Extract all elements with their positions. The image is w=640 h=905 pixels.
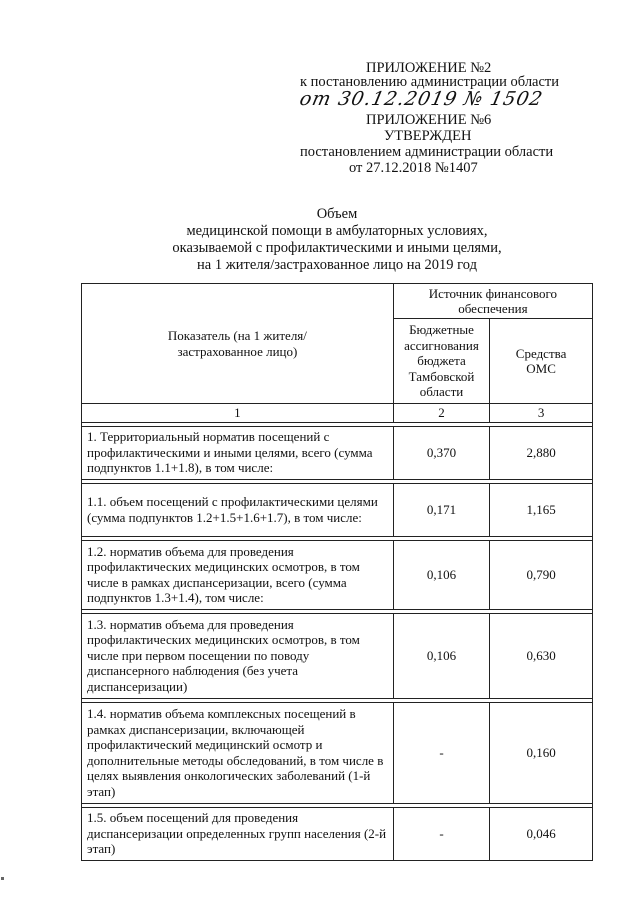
row-oms-value: 0,160	[490, 702, 593, 803]
by-resolution-line: постановлением администрации области	[300, 144, 554, 160]
title-line-4: на 1 жителя/застрахованное лицо на 2019 год	[197, 257, 477, 273]
column-number-2: 2	[393, 404, 489, 423]
header-oms: Средства ОМС	[490, 319, 593, 404]
row-oms-value: 0,630	[490, 613, 593, 698]
table-row	[82, 702, 593, 803]
scan-artifact-dot	[1, 877, 4, 880]
table-row	[82, 807, 593, 860]
row-indicator: 1.5. объем посещений для проведения диспансеризации определенных групп населения (2-й этап)	[82, 807, 394, 860]
document-title	[80, 206, 594, 274]
row-budget-value: 0,106	[393, 540, 489, 609]
header-source: Источник финансового обеспечения	[393, 284, 592, 319]
row-indicator: 1.2. норматив объема для проведения профилактических медицинских осмотров, в том числе в рамках диспансеризации, всего (сумма подпунктов 1.3+1.4), том числе:	[82, 540, 394, 609]
row-indicator: 1.3. норматив объема для проведения профилактических медицинских осмотров, в том числе при первом посещении по поводу диспансерного наблюдения (без учета диспансеризации)	[82, 613, 394, 698]
resolution-date: от 27.12.2018 №1407	[349, 160, 478, 176]
row-oms-value: 1,165	[490, 483, 593, 536]
row-oms-value: 0,046	[490, 807, 593, 860]
header-indicator: Показатель (на 1 жителя/ застрахованное лицо)	[82, 284, 394, 404]
row-budget-value: 0,106	[393, 613, 489, 698]
title-line-3: оказываемой с профилактическими и иными целями,	[172, 240, 502, 256]
title-line-2: медицинской помощи в амбулаторных условиях,	[186, 223, 488, 239]
row-oms-value: 2,880	[490, 426, 593, 479]
row-budget-value: -	[393, 702, 489, 803]
title-line-1: Объем	[316, 206, 358, 222]
table-row	[82, 426, 593, 479]
row-budget-value: -	[393, 807, 489, 860]
row-indicator: 1. Территориальный норматив посещений с профилактическими и иными целями, всего (сумма подпунктов 1.1+1.8), в том числе:	[82, 426, 394, 479]
volume-table	[81, 283, 593, 861]
column-number-1: 1	[82, 404, 394, 423]
row-budget-value: 0,171	[393, 483, 489, 536]
header-budget: Бюджетные ассигнования бюджета Тамбовской области	[393, 319, 489, 404]
handwritten-date-number: от 30.12.2019 № 1502	[297, 88, 546, 110]
table-row	[82, 540, 593, 609]
row-indicator: 1.4. норматив объема комплексных посещений в рамках диспансеризации, включающей профилактический медицинский осмотр и дополнительные методы обследований, в том числе в целях выявления онкологических заболеваний (1-й этап)	[82, 702, 394, 803]
approved-label: УТВЕРЖДЕН	[384, 128, 472, 144]
to-resolution-line: к постановлению администрации области	[300, 74, 560, 90]
appendix-2-heading: ПРИЛОЖЕНИЕ №2	[366, 60, 492, 76]
column-number-3: 3	[490, 404, 593, 423]
table-row	[82, 483, 593, 536]
row-oms-value: 0,790	[490, 540, 593, 609]
appendix-6-heading: ПРИЛОЖЕНИЕ №6	[366, 112, 492, 128]
row-indicator: 1.1. объем посещений с профилактическими целями (сумма подпунктов 1.2+1.5+1.6+1.7), в том числе:	[82, 483, 394, 536]
row-budget-value: 0,370	[393, 426, 489, 479]
table-row	[82, 613, 593, 698]
